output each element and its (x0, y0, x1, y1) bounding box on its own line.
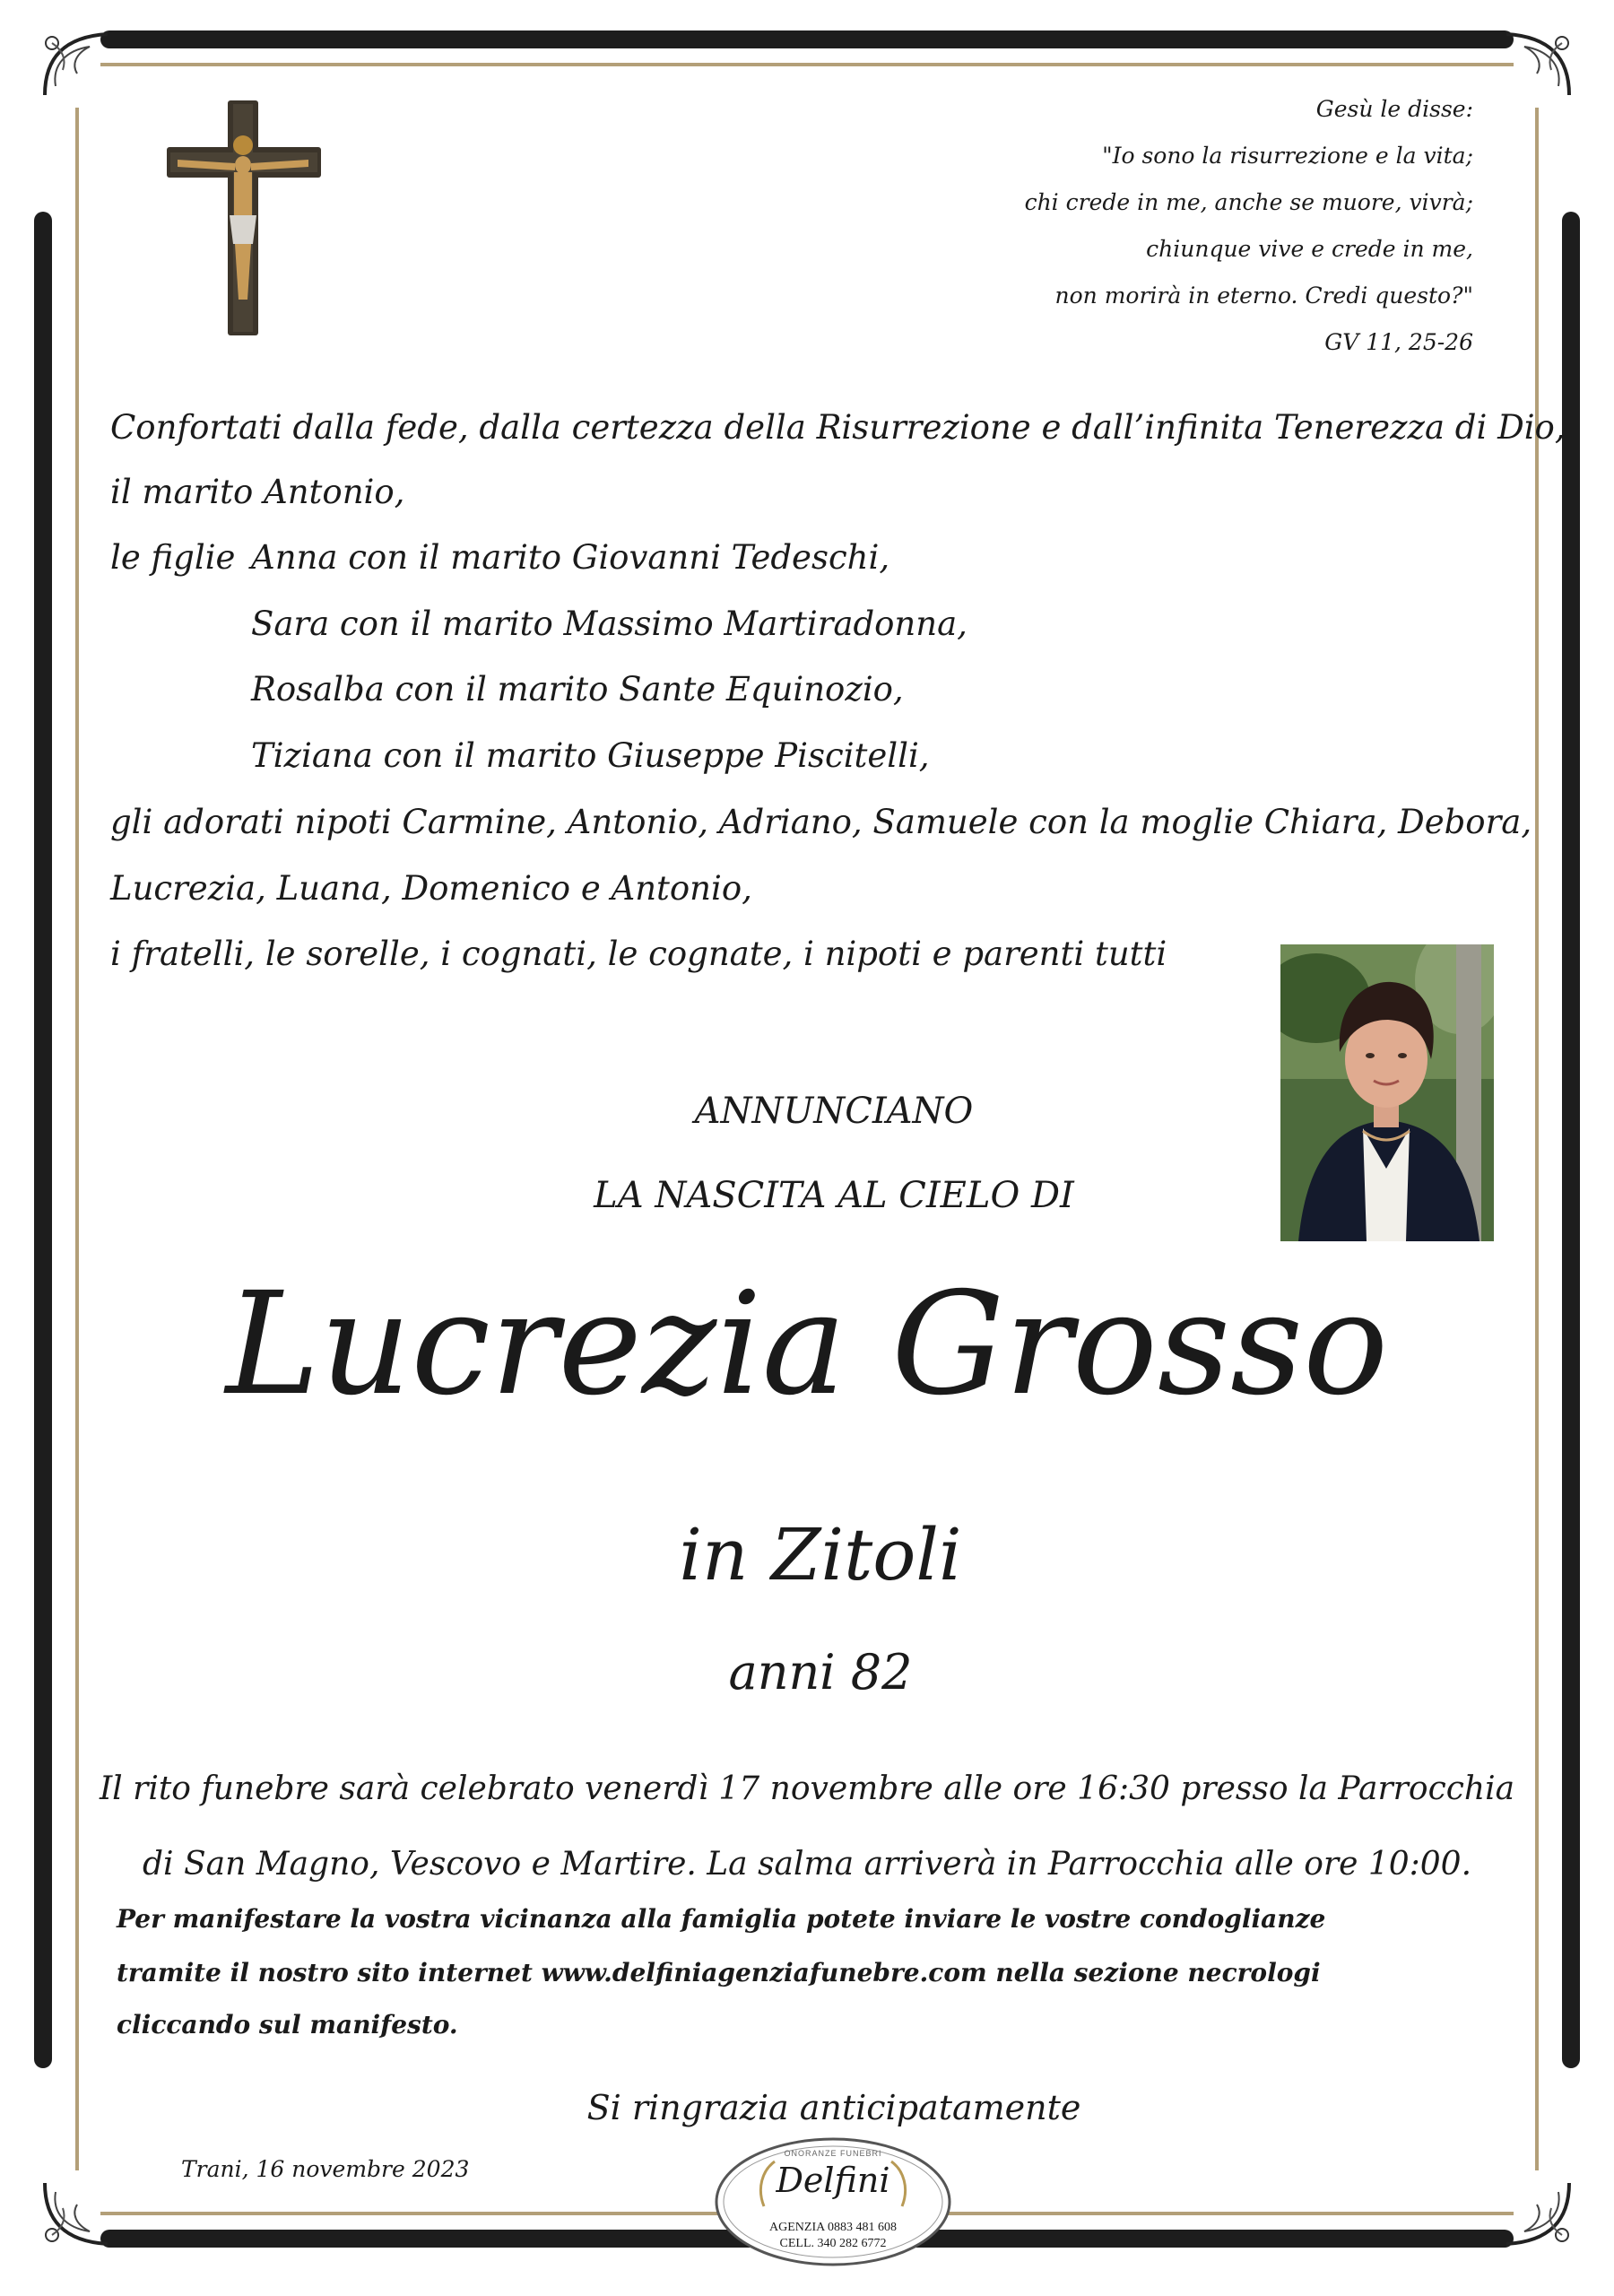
deceased-age: anni 82 (728, 1644, 913, 1700)
daughter-line: Anna con il marito Giovanni Tedeschi, (251, 538, 890, 577)
condolence-line-3: cliccando sul manifesto. (117, 2010, 458, 2039)
daughter-line: Sara con il marito Massimo Martiradonna, (251, 604, 968, 643)
corner-flourish-icon (1497, 2174, 1578, 2255)
quote-line: non morirà in eterno. Credi questo?" (1054, 283, 1473, 309)
family-husband: il marito Antonio, (110, 473, 405, 511)
ceremony-line-1: Il rito funebre sarà celebrato venerdì 17 novembre alle ore 16:30 presso la Parrocchia (99, 1770, 1515, 1807)
corner-flourish-icon (1497, 23, 1578, 104)
agency-logo (712, 2135, 954, 2269)
frame-top-bar (100, 30, 1514, 48)
place-date: Trani, 16 novembre 2023 (181, 2156, 470, 2182)
quote-line: chiunque vive e crede in me, (1146, 236, 1473, 262)
daughter-line: Tiziana con il marito Giuseppe Piscitelli, (251, 736, 930, 775)
quote-reference: GV 11, 25-26 (1324, 329, 1473, 355)
corner-flourish-icon (36, 2174, 117, 2255)
grandchildren-line: Lucrezia, Luana, Domenico e Antonio, (110, 869, 752, 908)
ceremony-line-2: di San Magno, Vescovo e Martire. La salma arriverà in Parrocchia alle ore 10:00. (142, 1846, 1472, 1883)
grandchildren-line: gli adorati nipoti Carmine, Antonio, Adriano, Samuele con la moglie Chiara, Debora, (110, 803, 1532, 841)
agency-arc-text: ONORANZE FUNEBRI (784, 2149, 882, 2158)
deceased-name: Lucrezia Grosso (225, 1262, 1389, 1427)
daughters-label: le figlie (110, 538, 236, 577)
quote-line: "Io sono la risurrezione e la vita; (1102, 143, 1473, 169)
quote-line: Gesù le disse: (1315, 96, 1473, 122)
thanks-line: Si ringrazia anticipatamente (586, 2088, 1081, 2127)
announce-line-2: LA NASCITA AL CIELO DI (594, 1175, 1074, 1216)
gold-line-top (100, 63, 1514, 66)
corner-flourish-icon (36, 23, 117, 104)
agency-name: Delfini (776, 2161, 890, 2200)
crucifix-icon (167, 100, 321, 335)
relatives-line: i fratelli, le sorelle, i cognati, le cognate, i nipoti e parenti tutti (110, 935, 1167, 973)
condolence-line-2: tramite il nostro sito internet www.delfiniagenziafunebre.com nella sezione necrologi (117, 1958, 1321, 1987)
gospel-quote (846, 86, 1473, 366)
daughter-line: Rosalba con il marito Sante Equinozio, (251, 670, 904, 709)
family-intro: Confortati dalla fede, dalla certezza della Risurrezione e dall’infinita Tenerezza di Dio, (110, 408, 1566, 447)
agency-cell: CELL. 340 282 6772 (779, 2237, 887, 2250)
announce-line-1: ANNUNCIANO (694, 1091, 974, 1132)
quote-line: chi crede in me, anche se muore, vivrà; (1024, 189, 1473, 215)
deceased-married-name: in Zitoli (679, 1513, 962, 1596)
agency-phone: AGENZIA 0883 481 608 (769, 2221, 897, 2234)
condolence-line-1: Per manifestare la vostra vicinanza alla famiglia potete inviare le vostre condoglianze (117, 1904, 1326, 1934)
